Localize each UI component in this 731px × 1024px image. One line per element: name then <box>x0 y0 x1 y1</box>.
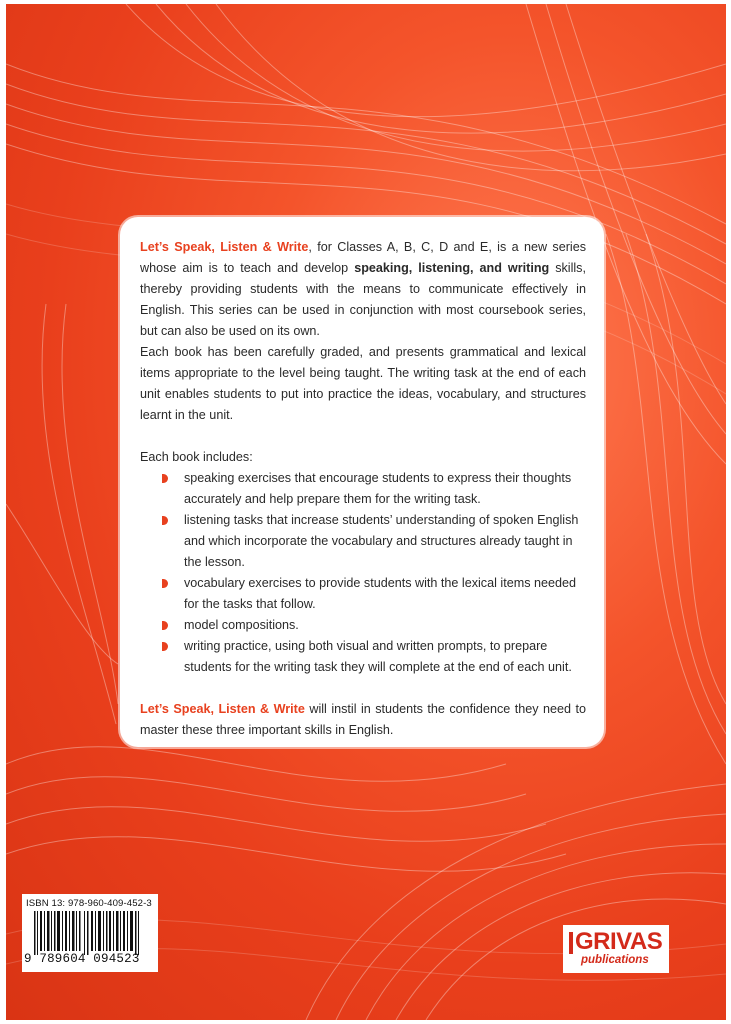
intro-text-2: skills, thereby providing students with the means to communicate effectively in English. This series can be used in conjunction with most coursebook series, but can also be used on its own. <box>140 261 586 338</box>
list-item <box>140 636 586 678</box>
graded-paragraph: Each book has been carefully graded, and presents grammatical and lexical items appropriate to the level being taught. The writing task at the end of each unit enables students to put into practice the ideas, vocabulary, and structures learnt in the unit. <box>140 345 586 422</box>
includes-heading: Each book includes: <box>140 450 253 464</box>
description-text <box>140 237 586 741</box>
bullet-icon <box>162 579 168 588</box>
intro-paragraph <box>140 237 586 342</box>
barcode-digits: 9 789604 094523 <box>24 952 140 966</box>
list-item-text: vocabulary exercises to provide students with the lexical items needed for the tasks that follow. <box>184 576 577 611</box>
logo-bar-icon <box>569 932 573 954</box>
list-item <box>140 615 586 636</box>
list-item <box>140 510 586 573</box>
list-item <box>140 468 586 510</box>
back-cover <box>6 4 726 1020</box>
list-item-text: writing practice, using both visual and written prompts, to prepare students for the writing task they will complete at the end of each unit. <box>184 639 572 674</box>
bullet-icon <box>162 642 168 651</box>
publisher-name: GRIVAS <box>575 928 663 955</box>
description-panel <box>120 217 604 747</box>
intro-text-1: , for Classes A, B, C, D and E, is a new series whose aim is to teach and develop <box>140 240 586 275</box>
series-name: Let’s Speak, Listen & Write <box>140 702 305 716</box>
isbn-barcode <box>22 894 158 972</box>
bullet-icon <box>162 621 168 630</box>
publisher-sub: publications <box>581 954 649 966</box>
barcode-icon <box>26 911 154 955</box>
publisher-logo <box>563 925 669 973</box>
list-item-text: model compositions. <box>184 618 299 632</box>
series-name: Let’s Speak, Listen & Write <box>140 240 309 254</box>
list-item-text: speaking exercises that encourage students to express their thoughts accurately and help prepare them for the writing task. <box>184 471 572 506</box>
bullet-icon <box>162 516 168 525</box>
skills-emphasis: speaking, listening, and writing <box>354 261 550 275</box>
includes-list <box>140 468 586 678</box>
list-item <box>140 573 586 615</box>
isbn-label: ISBN 13: 978-960-409-452-3 <box>26 898 152 909</box>
closing-text: will instil in students the confidence they need to master these three important skills in English. <box>140 702 586 737</box>
list-item-text: listening tasks that increase students’ understanding of spoken English and which incorporate the vocabulary and structures already taught in the lesson. <box>184 513 579 569</box>
closing-paragraph <box>140 699 586 741</box>
bullet-icon <box>162 474 168 483</box>
